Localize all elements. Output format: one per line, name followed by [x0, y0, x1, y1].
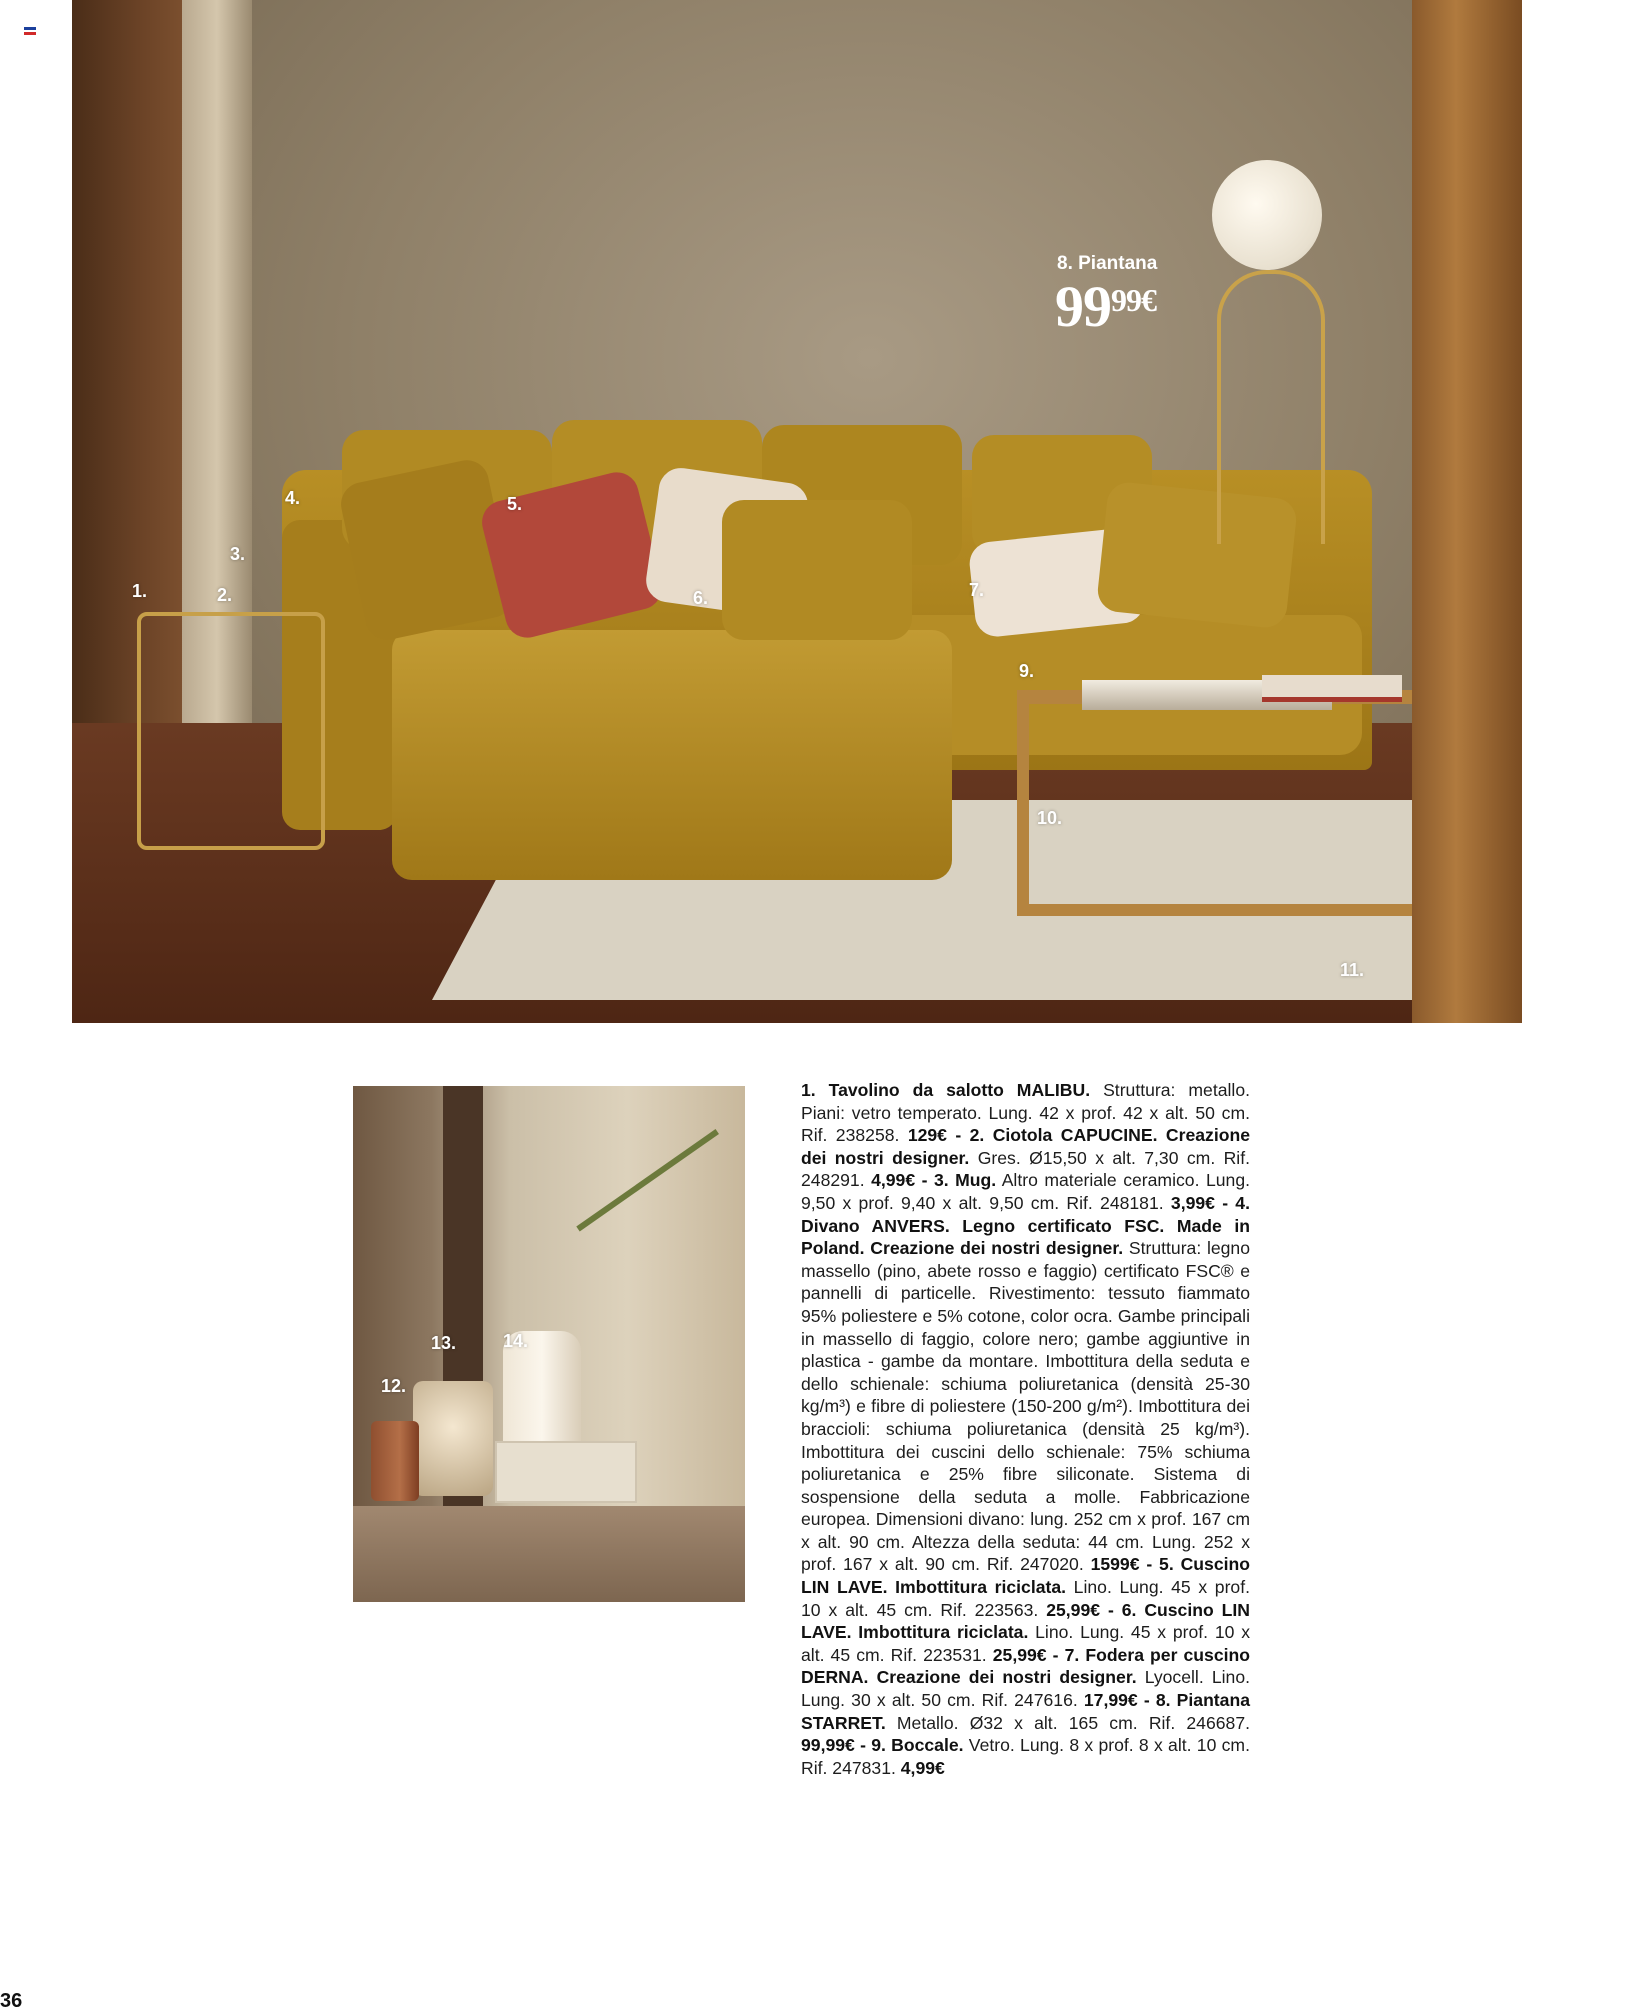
desc-bold: 25,99€ - 6. Cuscino LIN LAVE. Imbottitura riciclata.	[801, 1599, 1250, 1643]
label-10: 10.	[1037, 808, 1063, 828]
label-6: 6.	[693, 588, 709, 608]
candle	[371, 1421, 419, 1501]
desc-text: Gres. Ø15,50 x alt. 7,30 cm. Rif. 248291.	[801, 1147, 1250, 1191]
desc-bold: 1599€ - 5. Cuscino LIN LAVE. Imbottitura riciclata.	[801, 1554, 1250, 1598]
desc-text: Struttura: legno massello (pino, abete rosso e faggio) certificato FSC® e pannelli di particelle. Rivestimento: tessuto fiammato 95% poliestere e 5% cotone, color ocra. Gambe principali in massello di faggio, colore nero; gambe aggiuntive in plastica - gambe da montare. Imbottitura della seduta e dello schienale: schiuma poliuretanica (densità 25-30 kg/m³) e fibre di poliestere (150-200 g/m²). Imbottitura dei braccioli: schiuma poliuretanica (densità 25 kg/m³). Imbottitura dei cuscini dello schienale: 75% schiuma poliuretanica e 25% fibre siliconate. Sistema di sospensione della seduta a molle. Fabbricazione europea. Dimensioni divano: lung. 252 cm x prof. 167 cm x alt. 90 cm. Altezza della seduta: 44 cm. Lung. 252 x prof. 167 x alt. 90 cm. Rif. 247020.	[801, 1238, 1251, 1575]
label-9: 9.	[1019, 661, 1035, 681]
label-14: 14.	[503, 1331, 529, 1351]
label-13: 13.	[431, 1333, 457, 1353]
desc-bold: 99,99€ - 9. Boccale.	[801, 1735, 964, 1756]
product-description	[801, 1079, 1250, 1779]
desc-text: Altro materiale ceramico. Lung. 9,50 x prof. 9,40 x alt. 9,50 cm. Rif. 248181.	[801, 1170, 1250, 1213]
label-11: 11.	[1340, 960, 1365, 980]
price-tag	[1055, 274, 1156, 339]
label-4: 4.	[285, 488, 301, 508]
desc-bold: 4,99€ - 3. Mug.	[871, 1170, 997, 1191]
label-5: 5.	[507, 494, 523, 514]
label-7: 7.	[969, 580, 985, 600]
desc-bold: 129€ - 2. Ciotola CAPUCINE. Creazione dei nostri designer.	[801, 1125, 1251, 1168]
floor-lamp	[1212, 160, 1322, 270]
desc-text: Lyocell. Lino. Lung. 30 x alt. 50 cm. Rif. 247616.	[801, 1667, 1251, 1711]
candle-holder	[413, 1381, 493, 1496]
desc-text: Vetro. Lung. 8 x prof. 8 x alt. 10 cm. Rif. 247831.	[801, 1735, 1250, 1778]
desc-bold: 1. Tavolino da salotto MALIBU.	[801, 1080, 1091, 1100]
label-12: 12.	[381, 1376, 407, 1396]
label-2: 2.	[217, 585, 233, 605]
desc-bold: 25,99€ - 7. Fodera per cuscino DERNA. Creazione dei nostri designer.	[801, 1644, 1250, 1688]
label-1: 1.	[132, 581, 148, 601]
desc-bold: 4,99€	[900, 1757, 945, 1778]
flag-icon	[24, 27, 36, 35]
hero-photo	[72, 0, 1522, 1023]
desc-bold: 17,99€ - 8. Piantana STARRET.	[801, 1690, 1250, 1733]
price-cents: 99€	[1111, 282, 1156, 318]
inset-photo	[353, 1086, 745, 1602]
desc-text: Struttura: metallo. Piani: vetro temperato. Lung. 42 x prof. 42 x alt. 50 cm. Rif. 238258.	[801, 1080, 1250, 1146]
side-table	[137, 612, 325, 850]
label-3: 3.	[230, 544, 246, 564]
price-title: 8. Piantana	[1057, 253, 1158, 274]
desc-text: Lino. Lung. 45 x prof. 10 x alt. 45 cm. Rif. 223531.	[801, 1622, 1250, 1665]
price-main: 99	[1055, 274, 1111, 339]
coffee-table	[1017, 690, 1441, 916]
desc-bold: 3,99€ - 4. Divano ANVERS. Legno certificato FSC. Made in Poland. Creazione dei nostri designer.	[801, 1192, 1250, 1259]
desc-text: Metallo. Ø32 x alt. 165 cm. Rif. 246687.	[885, 1712, 1250, 1733]
desc-text: Lino. Lung. 45 x prof. 10 x alt. 45 cm. Rif. 223563.	[801, 1577, 1250, 1620]
page-number: 36	[0, 1990, 23, 2012]
